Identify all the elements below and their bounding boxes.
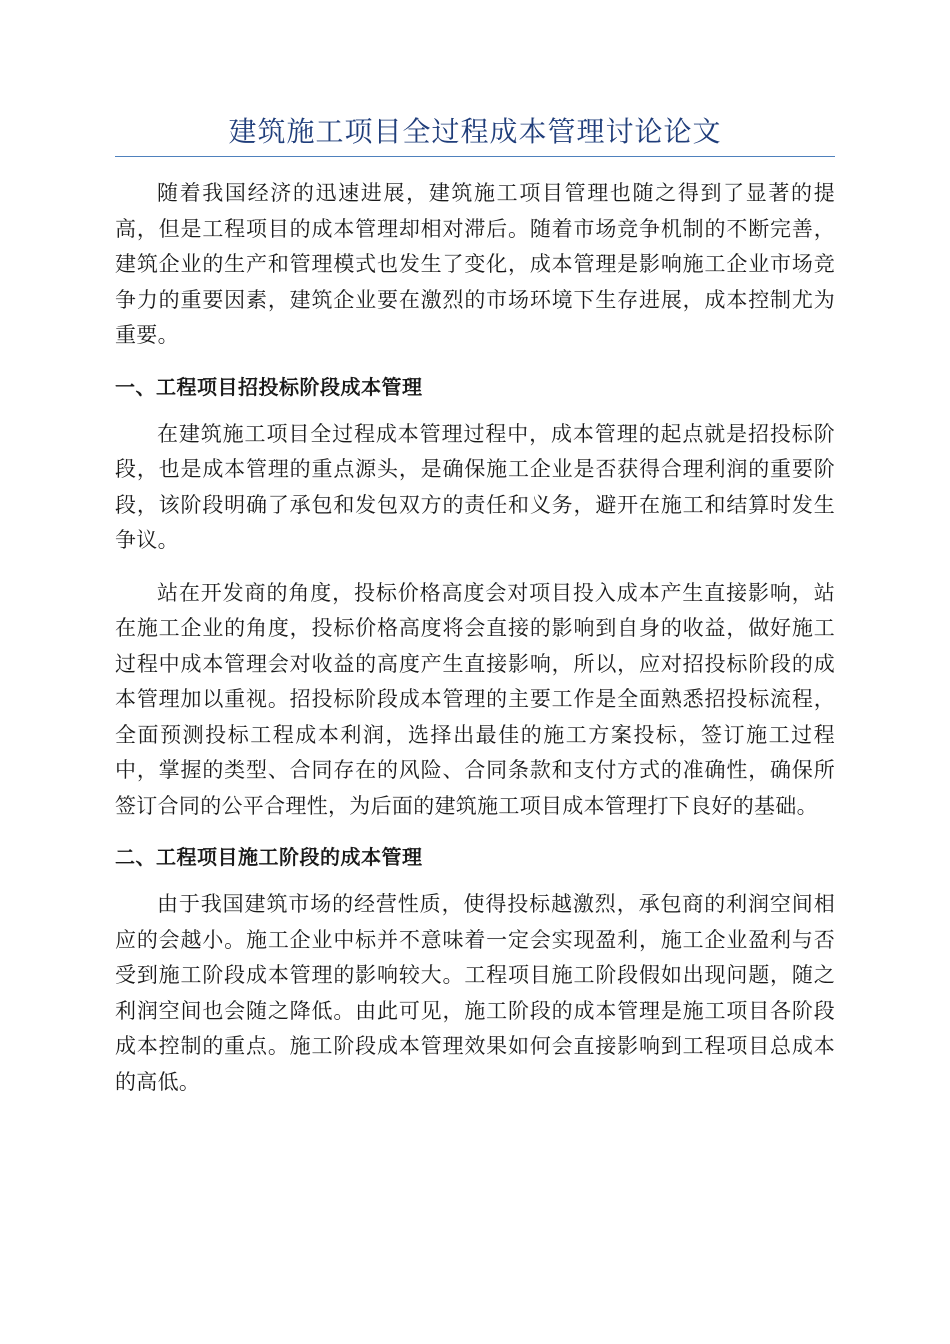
section-1-paragraph-2: 站在开发商的角度，投标价格高度会对项目投入成本产生直接影响，站在施工企业的角度，投标价格高度将会直接的影响到自身的收益，做好施工过程中成本管理会对收益的高度产生直接影响，所以，应对招投标阶段的成本管理加以重视。招投标阶段成本管理的主要工作是全面熟悉招投标流程，全面预测投标工程成本利润，选择出最佳的施工方案投标，签订施工过程中，掌握的类型、合同存在的风险、合同条款和支付方式的准确性，确保所签订合同的公平合理性，为后面的建筑施工项目成本管理打下良好的基础。 [115, 580, 835, 818]
title-block [115, 108, 835, 157]
document-title: 建筑施工项目全过程成本管理讨论论文 [228, 115, 722, 148]
section-1-heading: 一、工程项目招投标阶段成本管理 [115, 374, 423, 399]
section-2-paragraph-1: 由于我国建筑市场的经营性质，使得投标越激烈，承包商的利润空间相应的会越小。施工企业中标并不意味着一定会实现盈利，施工企业盈利与否受到施工阶段成本管理的影响较大。工程项目施工阶段假如出现问题，随之利润空间也会随之降低。由此可见，施工阶段的成本管理是施工项目各阶段成本控制的重点。施工阶段成本管理效果如何会直接影响到工程项目总成本的高低。 [115, 892, 835, 1094]
section-1-paragraph-1: 在建筑施工项目全过程成本管理过程中，成本管理的起点就是招投标阶段，也是成本管理的重点源头，是确保施工企业是否获得合理利润的重要阶段，该阶段明确了承包和发包双方的责任和义务，避开在施工和结算时发生争议。 [115, 421, 835, 552]
intro-paragraph: 随着我国经济的迅速进展，建筑施工项目管理也随之得到了显著的提高，但是工程项目的成本管理却相对滞后。随着市场竞争机制的不断完善，建筑企业的生产和管理模式也发生了变化，成本管理是影响施工企业市场竞争力的重要因素，建筑企业要在激烈的市场环境下生存进展，成本控制尤为重要。 [115, 181, 835, 347]
section-2-heading: 二、工程项目施工阶段的成本管理 [115, 845, 423, 869]
document-body [115, 176, 835, 1117]
